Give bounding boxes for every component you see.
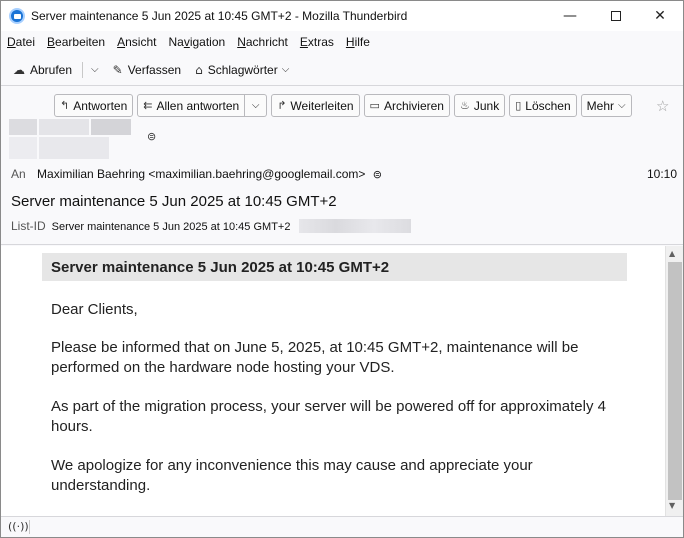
sender-redacted bbox=[9, 115, 149, 161]
recipient-address[interactable]: Maximilian Baehring <maximilian.baehring@googlemail.com> bbox=[37, 167, 366, 181]
menu-navigation[interactable] bbox=[168, 35, 225, 49]
fetch-dropdown-button[interactable] bbox=[89, 58, 101, 82]
forward-button[interactable] bbox=[271, 94, 359, 117]
menu-hilfe-accel: H bbox=[345, 35, 355, 49]
menu-hilfe[interactable] bbox=[346, 35, 370, 49]
menu-bar bbox=[1, 31, 683, 53]
message-body-title: Server maintenance 5 Jun 2025 at 10:45 GMT+2 bbox=[42, 253, 627, 281]
pencil-icon: ✎ bbox=[112, 62, 123, 77]
toolbar-separator bbox=[82, 62, 83, 78]
vertical-scrollbar[interactable] bbox=[665, 246, 683, 516]
junk-button[interactable] bbox=[454, 94, 505, 117]
chevron-down-icon: ⌵ bbox=[91, 64, 99, 75]
minimize-button[interactable]: — bbox=[563, 8, 577, 24]
redacted-block bbox=[39, 137, 109, 159]
reply-label: Antworten bbox=[73, 98, 128, 113]
chevron-down-icon: ⌵ bbox=[618, 100, 626, 111]
tag-icon: ⌂ bbox=[195, 62, 203, 77]
message-time: 10:10 bbox=[647, 167, 678, 181]
star-icon[interactable]: ☆ bbox=[656, 97, 670, 115]
junk-label: Junk bbox=[473, 98, 500, 113]
menu-ansicht[interactable] bbox=[117, 35, 156, 49]
menu-ansicht-label: nsicht bbox=[125, 35, 157, 49]
trash-icon: ▯ bbox=[515, 99, 522, 112]
chevron-down-icon: ⌵ bbox=[251, 100, 260, 111]
archive-button[interactable] bbox=[364, 94, 450, 117]
reply-all-dropdown[interactable] bbox=[245, 94, 267, 117]
message-body bbox=[1, 246, 665, 516]
greeting-paragraph: Dear Clients, bbox=[51, 301, 138, 318]
redacted-block bbox=[9, 119, 37, 135]
menu-extras[interactable] bbox=[300, 35, 334, 49]
list-id-label: List-ID bbox=[11, 219, 46, 233]
tags-button[interactable] bbox=[191, 58, 293, 82]
menu-nachricht[interactable] bbox=[237, 35, 288, 49]
maximize-button[interactable] bbox=[593, 1, 639, 31]
scrollbar-thumb[interactable] bbox=[668, 262, 682, 500]
menu-bearbeiten[interactable] bbox=[47, 35, 105, 49]
status-separator bbox=[29, 520, 30, 534]
menu-bearbeiten-label: earbeiten bbox=[55, 35, 106, 49]
menu-datei-accel: D bbox=[7, 35, 16, 49]
fetch-button[interactable] bbox=[9, 58, 76, 82]
redacted-block bbox=[91, 119, 131, 135]
message-header bbox=[1, 87, 683, 245]
delete-button[interactable] bbox=[509, 94, 576, 117]
reply-all-button[interactable] bbox=[137, 94, 245, 117]
menu-navigation-accel: v bbox=[183, 35, 190, 49]
menu-navigation-label: igation bbox=[189, 35, 226, 49]
contact-icon[interactable]: ⊜ bbox=[147, 130, 157, 143]
cloud-download-icon: ☁ bbox=[13, 62, 25, 77]
reply-all-label: Allen antworten bbox=[156, 98, 240, 113]
compose-button[interactable] bbox=[109, 58, 185, 82]
archive-label: Archivieren bbox=[383, 98, 444, 113]
delete-label: Löschen bbox=[525, 98, 571, 113]
menu-extras-accel: E bbox=[299, 35, 308, 49]
to-label: An bbox=[11, 167, 26, 181]
flame-icon: ♨ bbox=[459, 99, 470, 112]
redacted-block bbox=[9, 137, 37, 159]
archive-box-icon: ▭ bbox=[369, 99, 380, 112]
reply-arrow-icon: ↰ bbox=[60, 99, 70, 112]
menu-nachricht-label: achricht bbox=[245, 35, 288, 49]
menu-hilfe-label: ilfe bbox=[354, 35, 370, 49]
reply-all-split bbox=[137, 94, 267, 117]
recipient-line bbox=[11, 167, 382, 181]
menu-navigation-pre: Na bbox=[168, 35, 184, 49]
title-bar bbox=[1, 1, 683, 31]
more-button[interactable] bbox=[581, 94, 632, 117]
contact-icon[interactable]: ⊜ bbox=[372, 168, 382, 181]
menu-extras-label: xtras bbox=[307, 35, 334, 49]
redacted-block bbox=[39, 119, 89, 135]
tags-label: Schlagwörter bbox=[207, 62, 278, 77]
menu-nachricht-accel: N bbox=[237, 35, 246, 49]
thunderbird-logo-icon bbox=[9, 8, 25, 24]
menu-bearbeiten-accel: B bbox=[47, 35, 56, 49]
message-subject: Server maintenance 5 Jun 2025 at 10:45 GMT+2 bbox=[11, 193, 337, 210]
menu-datei-label: atei bbox=[15, 35, 36, 49]
body-paragraph: We apologize for any inconvenience this may cause and appreciate your understanding. bbox=[51, 457, 533, 494]
main-toolbar bbox=[1, 54, 683, 86]
forward-label: Weiterleiten bbox=[290, 98, 354, 113]
list-id-value: Server maintenance 5 Jun 2025 at 10:45 GMT+2 bbox=[51, 221, 291, 233]
fetch-label: Abrufen bbox=[30, 62, 73, 77]
menu-datei[interactable] bbox=[7, 35, 35, 49]
body-paragraph: Please be informed that on June 5, 2025, at 10:45 GMT+2, maintenance will be performed on the hardware node hosting your VDS. bbox=[51, 339, 579, 376]
scroll-down-icon[interactable]: ▼ bbox=[669, 501, 676, 510]
menu-ansicht-accel: A bbox=[117, 35, 126, 49]
redacted-block bbox=[299, 219, 411, 233]
message-actions bbox=[54, 94, 636, 117]
window-title: Server maintenance 5 Jun 2025 at 10:45 GMT+2 - Mozilla Thunderbird bbox=[31, 9, 408, 23]
more-label: Mehr bbox=[586, 98, 614, 113]
forward-arrow-icon: ↱ bbox=[277, 99, 287, 112]
reply-button[interactable] bbox=[54, 94, 133, 117]
body-paragraph: As part of the migration process, your server will be powered off for approximately 4 hours. bbox=[51, 398, 606, 435]
compose-label: Verfassen bbox=[127, 62, 182, 77]
activity-signal-icon[interactable]: ((·)) bbox=[8, 520, 29, 533]
list-id-line bbox=[11, 219, 290, 233]
close-button[interactable]: ✕ bbox=[654, 8, 666, 24]
chevron-down-icon: ⌵ bbox=[281, 64, 290, 75]
status-bar bbox=[1, 516, 683, 537]
maximize-icon bbox=[611, 11, 621, 21]
reply-all-icon: ⇇ bbox=[143, 99, 153, 112]
scroll-up-icon[interactable]: ▲ bbox=[669, 249, 676, 258]
